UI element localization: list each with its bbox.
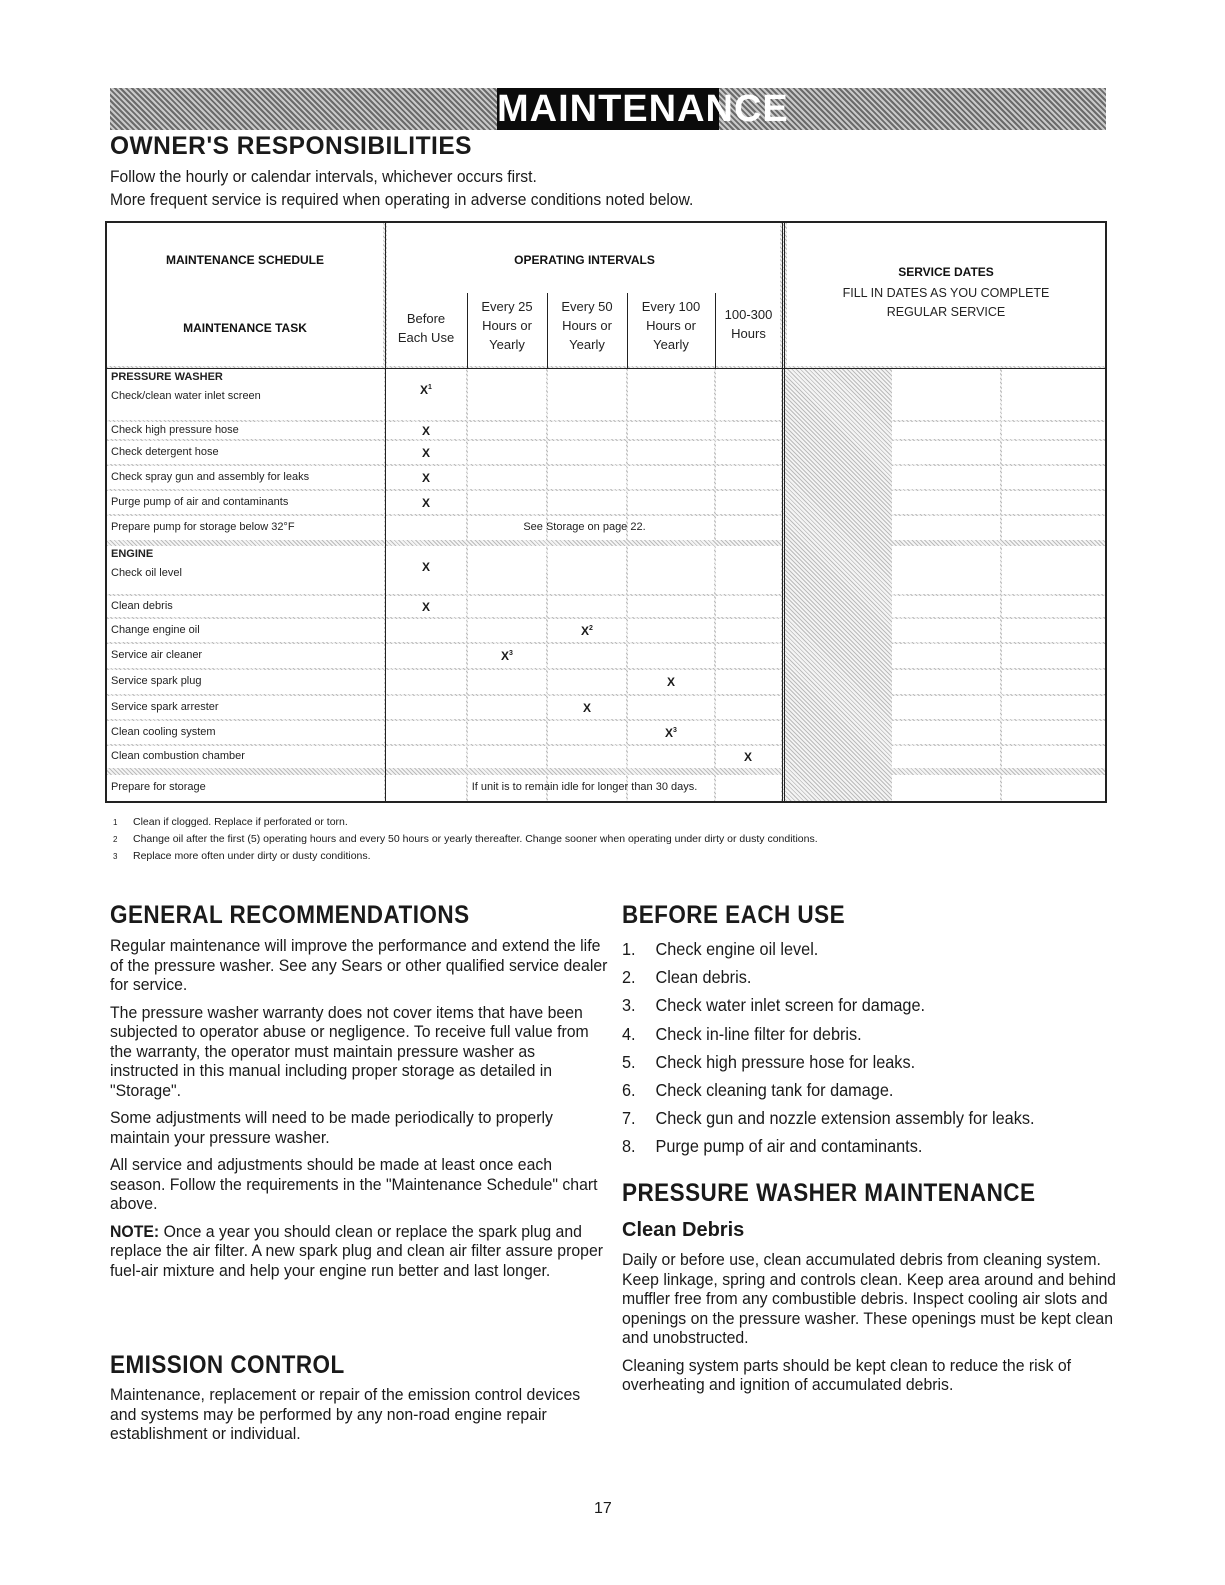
table-cell — [716, 491, 781, 514]
task-label: Purge pump of air and contaminants — [111, 496, 289, 508]
table-cell — [892, 422, 1000, 439]
task-label: Prepare for storage — [111, 781, 206, 793]
table-border — [105, 221, 107, 803]
list-item: 6. Check cleaning tank for damage. — [622, 1080, 894, 1101]
table-divider — [782, 221, 783, 803]
interval-mark: X — [421, 496, 430, 510]
task-label: Check/clean water inlet screen — [111, 390, 261, 402]
table-cell — [892, 466, 1000, 489]
footnote: 2 Change oil after the first (5) operating hours and every 50 hours or yearly thereafter. Change sooner when operating under dirty or dusty conditions. — [113, 833, 818, 845]
table-cell — [628, 696, 714, 719]
clean-debris-body — [622, 1250, 1122, 1403]
table-cell — [468, 670, 546, 694]
table-cell — [1002, 466, 1106, 489]
table-cell — [468, 441, 546, 464]
table-cell — [892, 491, 1000, 514]
header-divider — [467, 293, 468, 368]
interval-mark: X — [582, 701, 591, 715]
table-cell — [892, 619, 1000, 642]
interval-mark: X — [421, 471, 430, 485]
note-text: Once a year you should clean or replace the spark plug and replace the air filter. A new spark plug and clean air filter assure proper fuel-air mixture and help your engine run better and last longer. — [110, 1221, 604, 1280]
page-title: MAINTENANCE — [497, 88, 789, 130]
task-label: Check detergent hose — [111, 446, 219, 458]
task-label: Change engine oil — [111, 624, 200, 636]
table-cell — [548, 441, 626, 464]
table-cell — [548, 491, 626, 514]
schedule-label: MAINTENANCE SCHEDULE — [165, 253, 324, 267]
intro-line: Follow the hourly or calendar intervals, whichever occurs first. — [110, 167, 537, 186]
table-cell — [628, 369, 714, 420]
interval-header: Before Each Use — [397, 311, 455, 345]
table-cell — [892, 596, 1000, 617]
table-cell — [628, 596, 714, 617]
table-cell — [892, 369, 1000, 420]
task-label: Clean combustion chamber — [111, 750, 245, 762]
table-cell — [716, 546, 781, 594]
pressure-washer-maintenance-heading: PRESSURE WASHER MAINTENANCE — [622, 1179, 1036, 1207]
interval-mark: X — [666, 675, 675, 689]
table-cell — [892, 670, 1000, 694]
task-label: Clean cooling system — [111, 726, 216, 738]
table-cell — [1002, 670, 1106, 694]
general-recommendations-heading: GENERAL RECOMMENDATIONS — [110, 901, 470, 929]
table-cell — [1002, 516, 1106, 540]
table-cell — [1002, 696, 1106, 719]
table-cell — [386, 670, 466, 694]
interval-mark: $X^1$ — [420, 383, 432, 397]
table-cell — [548, 369, 626, 420]
table-cell — [1002, 491, 1106, 514]
interval-header: Every 100 Hours or Yearly — [641, 299, 701, 352]
task-label: Check oil level — [111, 567, 182, 579]
table-cell — [716, 441, 781, 464]
intro-line: More frequent service is required when operating in adverse conditions noted below. — [110, 190, 694, 209]
table-cell — [1002, 644, 1106, 668]
interval-mark: X — [421, 424, 430, 438]
table-cell — [628, 422, 714, 439]
paragraph: All service and adjustments should be made at least once each season. Follow the requirements in the "Maintenance Schedule" chart above. — [110, 1155, 598, 1213]
table-cell — [892, 775, 1000, 801]
interval-header: 100-300 Hours — [724, 307, 773, 341]
table-cell — [1002, 721, 1106, 744]
table-border — [105, 801, 1107, 803]
header-task-cell — [107, 223, 383, 366]
table-cell — [892, 516, 1000, 540]
span-note: See Storage on page 22. — [523, 521, 646, 533]
interval-mark: X — [421, 600, 430, 614]
interval-header: Every 50 Hours or Yearly — [561, 299, 613, 352]
table-cell — [628, 491, 714, 514]
table-cell — [628, 746, 714, 768]
paragraph: Some adjustments will need to be made periodically to properly maintain your pressure washer. — [110, 1108, 553, 1147]
header-divider — [627, 293, 628, 368]
table-cell — [1002, 775, 1106, 801]
table-cell — [386, 644, 466, 668]
list-item: 3. Check water inlet screen for damage. — [622, 995, 926, 1016]
table-cell — [716, 596, 781, 617]
list-item: 7. Check gun and nozzle extension assembly for leaks. — [622, 1108, 1035, 1129]
interval-mark: X — [421, 446, 430, 460]
emission-control-body — [110, 1385, 610, 1452]
table-cell — [628, 466, 714, 489]
table-cell — [386, 721, 466, 744]
table-cell — [548, 546, 626, 594]
list-item: 8. Purge pump of air and contaminants. — [622, 1136, 923, 1157]
task-label: Service spark plug — [111, 675, 202, 687]
table-cell — [548, 644, 626, 668]
task-label: Clean debris — [111, 600, 173, 612]
service-dates-label: SERVICE DATES — [898, 265, 994, 279]
paragraph: Maintenance, replacement or repair of the emission control devices and systems may be performed by any non-road engine repair establishment or individual. — [110, 1385, 581, 1443]
list-item: 4. Check in-line filter for debris. — [622, 1023, 862, 1044]
maintenance-schedule-table — [105, 221, 1107, 803]
paragraph: Regular maintenance will improve the performance and extend the life of the pressure washer. See any Sears or other qualified service dealer for service. — [110, 936, 608, 994]
table-cell — [386, 619, 466, 642]
table-divider — [385, 221, 386, 803]
group-engine: ENGINE — [111, 548, 154, 560]
interval-mark: X — [743, 750, 752, 764]
table-cell — [1002, 596, 1106, 617]
table-cell — [468, 721, 546, 744]
table-cell — [892, 546, 1000, 594]
table-divider — [784, 221, 785, 803]
list-item: 2. Clean debris. — [622, 967, 752, 988]
table-cell — [716, 696, 781, 719]
header-divider — [547, 293, 548, 368]
span-note: If unit is to remain idle for longer than 30 days. — [471, 781, 698, 793]
header-divider — [715, 293, 716, 368]
table-cell — [548, 422, 626, 439]
table-cell — [892, 746, 1000, 768]
table-cell — [628, 619, 714, 642]
table-cell — [628, 441, 714, 464]
general-recommendations-body — [110, 936, 610, 1288]
interval-mark: $X^2$ — [581, 624, 593, 638]
emission-control-heading: EMISSION CONTROL — [110, 1351, 345, 1379]
note-label: NOTE: — [110, 1221, 160, 1241]
table-cell — [628, 644, 714, 668]
table-cell — [548, 596, 626, 617]
note-paragraph — [110, 1222, 608, 1281]
task-label: Check spray gun and assembly for leaks — [111, 471, 310, 483]
footnote: 1 Clean if clogged. Replace if perforated or torn. — [113, 816, 348, 828]
table-cell — [716, 721, 781, 744]
footnotes — [113, 814, 818, 865]
footnote: 3 Replace more often under dirty or dusty conditions. — [113, 850, 371, 862]
table-cell — [548, 670, 626, 694]
table-cell — [1002, 619, 1106, 642]
table-cell — [892, 644, 1000, 668]
interval-mark: $X^3$ — [665, 726, 677, 740]
table-cell — [716, 369, 781, 420]
table-cell — [1002, 746, 1106, 768]
table-cell — [548, 466, 626, 489]
task-label: Prepare pump for storage below 32°F — [111, 521, 295, 533]
table-cell — [716, 644, 781, 668]
table-cell — [892, 721, 1000, 744]
table-cell — [468, 696, 546, 719]
table-cell — [716, 619, 781, 642]
table-cell — [386, 746, 466, 768]
table-cell — [716, 670, 781, 694]
table-cell — [716, 466, 781, 489]
table-cell — [468, 619, 546, 642]
group-pressure-washer: PRESSURE WASHER — [111, 371, 223, 383]
task-label: MAINTENANCE TASK — [183, 321, 307, 335]
list-item: 1. Check engine oil level. — [622, 939, 819, 959]
table-cell — [628, 546, 714, 594]
table-cell — [468, 369, 546, 420]
table-cell — [1002, 369, 1106, 420]
table-cell — [548, 746, 626, 768]
interval-mark: X — [421, 560, 430, 574]
table-cell — [468, 596, 546, 617]
table-cell — [468, 422, 546, 439]
page-number: 17 — [594, 1500, 612, 1517]
table-cell — [468, 746, 546, 768]
table-cell — [468, 491, 546, 514]
task-label: Service spark arrester — [111, 701, 219, 713]
owners-responsibilities-heading: OWNER'S RESPONSIBILITIES — [110, 132, 472, 160]
clean-debris-subheading: Clean Debris — [622, 1219, 745, 1241]
before-each-use-heading: BEFORE EACH USE — [622, 901, 846, 929]
table-cell — [1002, 546, 1106, 594]
table-cell — [386, 696, 466, 719]
table-cell — [468, 466, 546, 489]
task-label: Service air cleaner — [111, 649, 203, 661]
interval-header: Every 25 Hours or Yearly — [481, 299, 533, 352]
task-label: Check high pressure hose — [111, 424, 239, 436]
table-cell — [892, 441, 1000, 464]
table-border — [105, 221, 1107, 223]
intro-text — [110, 165, 744, 211]
list-item: 5. Check high pressure hose for leaks. — [622, 1051, 916, 1072]
table-divider — [105, 368, 1107, 369]
paragraph: The pressure washer warranty does not cover items that have been subjected to operator abuse or negligence. To receive full value from the warranty, the operator must maintain pressure washer as instructed in this manual including proper storage as detailed in "Storage". — [110, 1002, 589, 1100]
table-cell — [1002, 422, 1106, 439]
table-cell — [892, 696, 1000, 719]
paragraph: Daily or before use, clean accumulated debris from cleaning system. Keep linkage, spring and controls clean. Keep area around and behind muffler free from any combustible debris. Inspect cooling air slots and openings on the pressure washer. These openings must be kept clean and unobstructed. — [622, 1250, 1116, 1347]
table-cell — [548, 721, 626, 744]
table-cell — [716, 422, 781, 439]
interval-mark: $X^3$ — [501, 649, 513, 663]
paragraph: Cleaning system parts should be kept clean to reduce the risk of overheating and ignition of accumulated debris. — [622, 1355, 1072, 1394]
table-cell — [468, 546, 546, 594]
intervals-label: OPERATING INTERVALS — [514, 253, 655, 267]
table-border — [1105, 221, 1107, 803]
table-cell — [1002, 441, 1106, 464]
service-dates-sub: FILL IN DATES AS YOU COMPLETE REGULAR SERVICE — [842, 286, 1050, 319]
before-each-use-list — [622, 935, 1066, 1161]
